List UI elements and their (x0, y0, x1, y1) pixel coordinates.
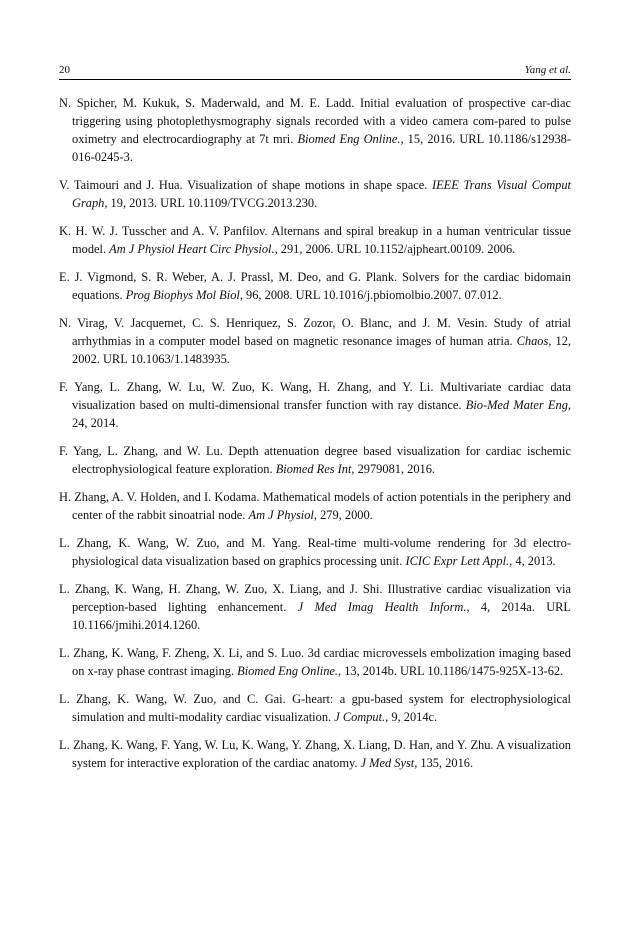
reference-text: H. Zhang, A. V. Holden, and I. Kodama. Mathematical models of action potentials in the periphery and center of the rabbit sinoatrial node. (59, 490, 571, 522)
reference-journal: Biomed Res Int (275, 462, 352, 476)
reference-item (59, 222, 571, 258)
reference-details: , 12, 2002. URL 10.1063/1.1483935. (72, 334, 571, 366)
reference-text: L. Zhang, K. Wang, H. Zhang, W. Zuo, X. Liang, and J. Shi. Illustrative cardiac visualization via perception-based lighting enhancement. (59, 582, 571, 614)
reference-journal: Biomed Eng Online. (297, 132, 401, 146)
reference-text: E. J. Vigmond, S. R. Weber, A. J. Prassl, M. Deo, and G. Plank. Solvers for the cardiac bidomain equations. (59, 270, 571, 302)
reference-journal: J Med Imag Health Inform. (297, 600, 467, 614)
reference-text: V. Taimouri and J. Hua. Visualization of shape motions in shape space. (59, 178, 432, 192)
reference-text: L. Zhang, K. Wang, F. Zheng, X. Li, and S. Luo. 3d cardiac microvessels embolization imaging based on x-ray phase contrast imaging. (59, 646, 571, 678)
reference-details: , 4, 2014a. URL 10.1166/jmihi.2014.1260. (72, 600, 572, 632)
reference-item (59, 690, 571, 726)
reference-text: L. Zhang, K. Wang, F. Yang, W. Lu, K. Wang, Y. Zhang, X. Liang, D. Han, and Y. Zhu. A visualization system for interactive exploration of the cardiac anatomy. (59, 738, 571, 770)
reference-item (59, 442, 571, 478)
reference-text: K. H. W. J. Tusscher and A. V. Panfilov. Alternans and spiral breakup in a human ventricular tissue model. (59, 224, 571, 256)
reference-item (59, 488, 571, 524)
reference-details: , 2979081, 2016. (351, 462, 436, 476)
reference-item (59, 378, 571, 432)
reference-journal: IEEE Trans Visual Comput Graph (72, 178, 571, 210)
reference-details: , 291, 2006. URL 10.1152/ajpheart.00109. 2006. (274, 242, 516, 256)
reference-item (59, 314, 571, 368)
reference-details: , 24, 2014. (72, 398, 571, 430)
page-number: 20 (59, 64, 70, 76)
reference-item (59, 736, 571, 772)
reference-list (59, 94, 571, 782)
reference-details: , 15, 2016. URL 10.1186/s12938-016-0245-3. (72, 132, 572, 164)
reference-journal: Am J Physiol (248, 508, 314, 522)
reference-item (59, 176, 571, 212)
reference-text: N. Virag, V. Jacquemet, C. S. Henriquez, S. Zozor, O. Blanc, and J. M. Vesin. Study of atrial arrhythmias in a computer model based on magnetic resonance images of human atria. (59, 316, 571, 348)
reference-details: , 13, 2014b. URL 10.1186/1475-925X-13-62. (338, 664, 564, 678)
reference-item (59, 580, 571, 634)
reference-text: L. Zhang, K. Wang, W. Zuo, and M. Yang. Real-time multi-volume rendering for 3d electro-physiological data visualization based on graphics processing unit. (59, 536, 571, 568)
reference-journal: J Comput. (334, 710, 386, 724)
reference-journal: Biomed Eng Online. (237, 664, 338, 678)
reference-text: F. Yang, L. Zhang, and W. Lu. Depth attenuation degree based visualization for cardiac ischemic electrophysiological feature exploration. (59, 444, 571, 476)
page-header (59, 64, 571, 80)
reference-journal: ICIC Expr Lett Appl. (405, 554, 510, 568)
reference-details: , 135, 2016. (414, 756, 474, 770)
reference-item (59, 268, 571, 304)
reference-text: L. Zhang, K. Wang, W. Zuo, and C. Gai. G-heart: a gpu-based system for electrophysiological simulation and multi-modality cardiac visualization. (59, 692, 571, 724)
reference-journal: Bio-Med Mater Eng (465, 398, 568, 412)
reference-journal: Prog Biophys Mol Biol (125, 288, 240, 302)
reference-details: , 4, 2013. (509, 554, 556, 568)
reference-item (59, 94, 571, 166)
reference-details: , 96, 2008. URL 10.1016/j.pbiomolbio.2007. 07.012. (239, 288, 502, 302)
reference-details: , 9, 2014c. (385, 710, 438, 724)
reference-text: N. Spicher, M. Kukuk, S. Maderwald, and M. E. Ladd. Initial evaluation of prospective car-diac triggering using photoplethysmography signals recorded with a video camera com-pared to pulse oximetry and electrocardiography at 7t mri. (59, 96, 571, 146)
reference-journal: Chaos (516, 334, 549, 348)
reference-details: , 279, 2000. (313, 508, 373, 522)
running-title: Yang et al. (524, 64, 571, 76)
reference-item (59, 534, 571, 570)
reference-journal: Am J Physiol Heart Circ Physiol. (109, 242, 275, 256)
reference-text: F. Yang, L. Zhang, W. Lu, W. Zuo, K. Wang, H. Zhang, and Y. Li. Multivariate cardiac data visualization based on multi-dimensional transfer function with ray distance. (59, 380, 571, 412)
reference-item (59, 644, 571, 680)
reference-journal: J Med Syst (360, 756, 415, 770)
reference-details: , 19, 2013. URL 10.1109/TVCG.2013.230. (104, 196, 318, 210)
